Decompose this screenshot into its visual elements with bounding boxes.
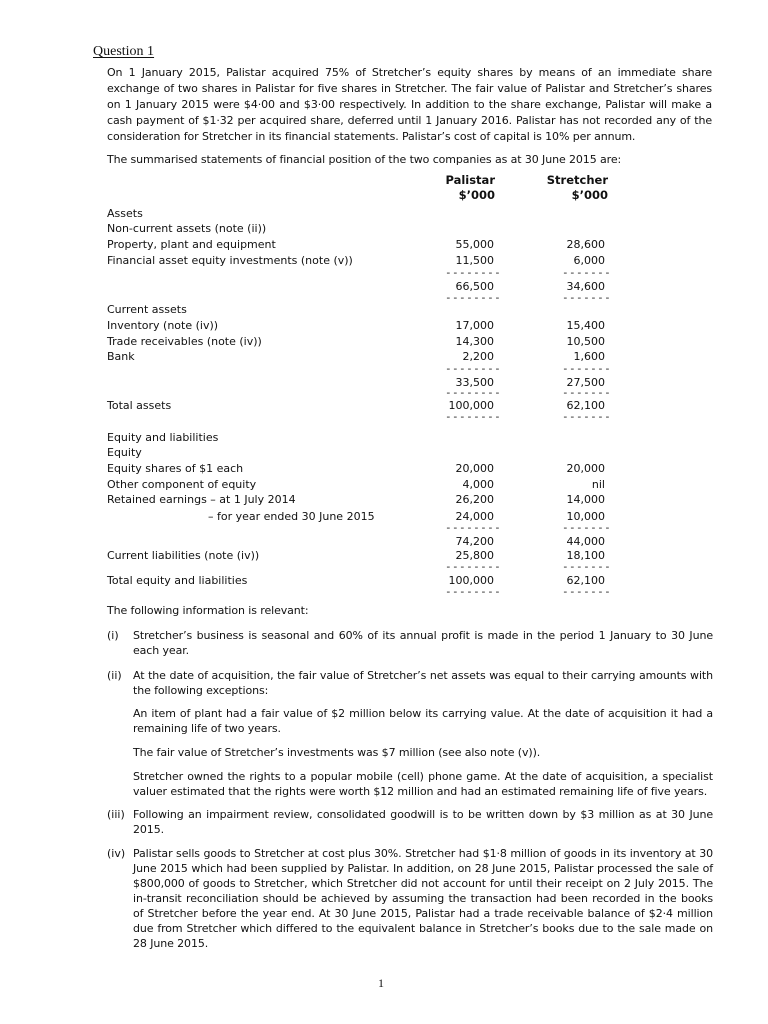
stretcher-unit: $’000	[571, 188, 608, 202]
equity-heading: Equity	[107, 446, 142, 459]
non-current-assets-heading: Non-current assets (note (ii))	[107, 222, 267, 235]
divider: -------	[562, 362, 612, 375]
stretcher-value: 15,400	[566, 319, 605, 332]
page-number: 1	[378, 976, 384, 990]
row-label: – for year ended 30 June 2015	[208, 510, 375, 523]
divider: --------	[445, 266, 502, 279]
table-row-inventory	[107, 318, 717, 333]
table-row-ca-total	[107, 375, 717, 390]
palistar-value: 66,500	[455, 280, 494, 293]
note-i	[107, 628, 713, 658]
note-iii	[107, 807, 713, 837]
palistar-name: Palistar	[445, 173, 495, 187]
stretcher-value: 20,000	[566, 462, 605, 475]
palistar-value: 17,000	[455, 319, 494, 332]
divider: --------	[445, 560, 502, 573]
stretcher-value: 34,600	[566, 280, 605, 293]
stretcher-name: Stretcher	[546, 173, 608, 187]
stretcher-value: 6,000	[573, 254, 605, 267]
note-text: Stretcher’s business is seasonal and 60% of its annual profit is made in the period 1 January to 30 June each year.	[133, 629, 713, 657]
divider: --------	[445, 410, 502, 423]
stretcher-value: nil	[591, 478, 605, 491]
following-info: The following information is relevant:	[107, 604, 309, 617]
palistar-value: 26,200	[455, 493, 494, 506]
stretcher-value: 62,100	[566, 399, 605, 412]
table-row-receivables	[107, 334, 717, 349]
note-ii-game-rights: Stretcher owned the rights to a popular mobile (cell) phone game. At the date of acquisition, a specialist valuer estimated that the rights were worth $12 million and had an estimated remaining life of five years.	[133, 770, 713, 798]
stretcher-value: 62,100	[566, 574, 605, 587]
table-row-other-equity	[107, 477, 717, 492]
table-row-nca-total	[107, 279, 717, 294]
current-assets-heading: Current assets	[107, 303, 187, 316]
stretcher-value: 18,100	[566, 549, 605, 562]
stretcher-value: 28,600	[566, 238, 605, 251]
note-text: At the date of acquisition, the fair value of Stretcher’s net assets was equal to their carrying amounts with the following exceptions:	[133, 669, 713, 697]
equity-liabilities-heading: Equity and liabilities	[107, 431, 219, 444]
assets-heading: Assets	[107, 207, 143, 220]
stretcher-value: 10,000	[566, 510, 605, 523]
palistar-value: 14,300	[455, 335, 494, 348]
table-row-equity-shares	[107, 461, 717, 476]
palistar-value: 25,800	[455, 549, 494, 562]
note-number: (iii)	[107, 808, 125, 821]
palistar-header	[440, 173, 495, 203]
row-label: Total equity and liabilities	[107, 574, 248, 587]
stretcher-value: 44,000	[566, 535, 605, 548]
intro-paragraph: On 1 January 2015, Palistar acquired 75% of Stretcher’s equity shares by means of an immediate share exchange of two shares in Palistar for five shares in Stretcher. The fair value of Palistar and Stretcher’s shares on 1 January 2015 were $4·00 and $3·00 respectively. In addition to the share exchange, Palistar will make a cash payment of $1·32 per acquired share, deferred until 1 January 2016. Palistar has not recorded any of the consideration for Stretcher in its financial statements. Palistar’s cost of capital is 10% per annum.	[107, 66, 712, 143]
stretcher-value: 1,600	[573, 350, 605, 363]
divider: -------	[562, 585, 612, 598]
table-row-bank	[107, 349, 717, 364]
row-label: Property, plant and equipment	[107, 238, 276, 251]
stretcher-value: 14,000	[566, 493, 605, 506]
divider: -------	[562, 521, 612, 534]
row-label: Other component of equity	[107, 478, 257, 491]
palistar-value: 20,000	[455, 462, 494, 475]
divider: --------	[445, 386, 502, 399]
note-number: (i)	[107, 629, 119, 642]
summary-sentence: The summarised statements of financial position of the two companies as at 30 June 2015 are:	[107, 153, 622, 166]
row-label: Financial asset equity investments (note (v))	[107, 254, 353, 267]
palistar-value: 100,000	[448, 399, 494, 412]
row-label: Bank	[107, 350, 135, 363]
palistar-value: 11,500	[455, 254, 494, 267]
divider: -------	[562, 266, 612, 279]
table-row-current-liabilities	[107, 548, 717, 563]
note-text: Following an impairment review, consolidated goodwill is to be written down by $3 million as at 30 June 2015.	[133, 808, 713, 836]
table-row-total-assets	[107, 398, 717, 413]
palistar-value: 33,500	[455, 376, 494, 389]
divider: --------	[445, 521, 502, 534]
note-ii-investments: The fair value of Stretcher’s investments was $7 million (see also note (v)).	[133, 746, 541, 759]
row-label: Retained earnings – at 1 July 2014	[107, 493, 296, 506]
row-label: Equity shares of $1 each	[107, 462, 244, 475]
table-row-retained-year	[107, 509, 717, 524]
note-ii-plant: An item of plant had a fair value of $2 million below its carrying value. At the date of acquisition it had a remaining life of two years.	[133, 707, 713, 735]
table-row-equity-total	[107, 534, 717, 549]
table-row-financial-assets	[107, 253, 717, 268]
row-label: Total assets	[107, 399, 172, 412]
divider: -------	[562, 386, 612, 399]
divider: -------	[562, 410, 612, 423]
palistar-value: 100,000	[448, 574, 494, 587]
note-iv	[107, 846, 713, 951]
table-row-retained-opening	[107, 492, 717, 507]
stretcher-value: 10,500	[566, 335, 605, 348]
row-label: Current liabilities (note (iv))	[107, 549, 260, 562]
note-text: Palistar sells goods to Stretcher at cost plus 30%. Stretcher had $1·8 million of goods in its inventory at 30 June 2015 which had been supplied by Palistar. In addition, on 28 June 2015, Palistar processed the sale of $800,000 of goods to Stretcher, which Stretcher did not account for until their receipt on 2 July 2015. The in-transit reconciliation should be achieved by assuming the transaction had been recorded in the books of Stretcher before the year end. At 30 June 2015, Palistar had a trade receivable balance of $2·4 million due from Stretcher which differed to the equivalent balance in Stretcher’s books due to the sale made on 28 June 2015.	[133, 847, 713, 950]
note-number: (ii)	[107, 669, 122, 682]
row-label: Inventory (note (iv))	[107, 319, 219, 332]
divider: -------	[562, 560, 612, 573]
palistar-value: 74,200	[455, 535, 494, 548]
divider: --------	[445, 362, 502, 375]
table-row-total-equity-liabilities	[107, 573, 717, 588]
stretcher-value: 27,500	[566, 376, 605, 389]
divider: --------	[445, 291, 502, 304]
divider: --------	[445, 585, 502, 598]
palistar-value: 55,000	[455, 238, 494, 251]
palistar-value: 2,200	[462, 350, 494, 363]
palistar-value: 4,000	[462, 478, 494, 491]
divider: -------	[562, 291, 612, 304]
question-title: Question 1	[93, 44, 155, 59]
row-label: Trade receivables (note (iv))	[107, 335, 262, 348]
stretcher-header	[546, 173, 608, 203]
palistar-value: 24,000	[455, 510, 494, 523]
note-ii	[107, 668, 713, 698]
note-number: (iv)	[107, 847, 126, 860]
palistar-unit: $’000	[458, 188, 495, 202]
table-row-ppe	[107, 237, 717, 252]
